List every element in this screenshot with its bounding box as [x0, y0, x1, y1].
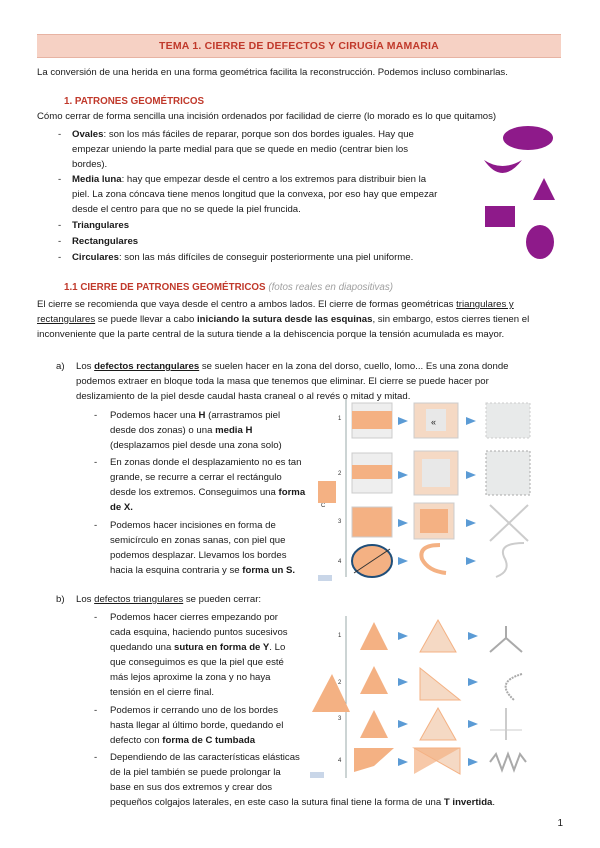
arrow [466, 519, 476, 527]
dash: - [58, 252, 62, 263]
title-bar [37, 34, 561, 58]
item-b-b2-line2: hasta llegar al último borde, quedando el [110, 720, 284, 731]
row-number: 4 [338, 559, 342, 565]
item-a-b3-line4: hacia la esquina contraria y se forma un S. [110, 565, 296, 576]
item-b-b1-line2: cada esquina, haciendo puntos sucesivos [110, 627, 288, 638]
item-a-b1-line1: Podemos hacer una H (arrastramos piel [110, 410, 281, 421]
arrow [468, 632, 478, 640]
arrow [398, 417, 408, 425]
triangulares-item: Triangulares [72, 220, 130, 231]
media-line3: desde el centro para que no se quede la piel fruncida. [72, 204, 301, 215]
media-line2: piel. La zona cóncava tiene menos longitud que la convexa, por eso hay que empezar [72, 189, 438, 200]
circulares-item: Circulares: son las más difíciles de conseguir posteriormente una piel uniforme. [72, 252, 414, 263]
arrow [398, 557, 408, 565]
item-b-line1: Los defectos triangulares se pueden cerrar: [76, 594, 262, 605]
item-b-b1-line6: tensión en el cierre final. [110, 687, 214, 698]
intro-text: La conversión de una herida en una forma geométrica facilita la reconstrucción. Podemos incluso combinarlas. [37, 67, 508, 78]
dash: - [94, 410, 98, 421]
row-number: 2 [338, 680, 342, 686]
media-line1: Media luna: hay que empezar desde el centro a los extremos para distribuir bien la [72, 174, 427, 185]
row-number: 3 [338, 519, 342, 525]
item-a-b3-line3: podemos desplazar. Llevamos los bordes [110, 550, 287, 561]
dash: - [58, 174, 62, 185]
triangle-shape [533, 178, 555, 200]
item-b-b3-line4: pequeños colgajos laterales, en este caso la sutura final tiene la forma de una T invertida. [110, 797, 496, 808]
row-number: 4 [338, 758, 342, 764]
item-a-b2-line2: grande, se recurre a cerrar el rectángulo [110, 472, 282, 483]
item-b-b1-line1: Podemos hacer cierres empezando por [110, 612, 278, 623]
dash: - [58, 220, 62, 231]
side-letter: C [321, 503, 326, 509]
row-number: 1 [338, 633, 342, 639]
ovales-line2: empezar uniendo la parte medial para que se quede en medio (centrar bien los [72, 144, 408, 155]
arrow [468, 758, 478, 766]
dash: - [94, 705, 98, 716]
arrow [466, 557, 476, 565]
section1-heading: 1. PATRONES GEOMÉTRICOS [64, 96, 205, 107]
dash: - [94, 612, 98, 623]
item-a-b3-line2: semicírculo en zonas sanas, con piel que [110, 535, 286, 546]
arrow [398, 471, 408, 479]
item-a-label: a) [56, 361, 65, 372]
row-number: 3 [338, 716, 342, 722]
row-number: 1 [338, 416, 342, 422]
item-b-b1-line4: que conseguimos es que la piel que esté [110, 657, 284, 668]
geometric-shapes-figure [480, 124, 565, 269]
rectangle-shape [485, 206, 515, 227]
item-a-b2-line3: desde los extremos. Conseguimos una forma [110, 487, 306, 498]
item-a-line3: deslizamiento de la piel desde caudal hasta craneal o al revés o mitad y mitad. [76, 391, 411, 402]
page-title: TEMA 1. CIERRE DE DEFECTOS Y CIRUGÍA MAMARIA [159, 40, 439, 52]
rectangulares-item: Rectangulares [72, 236, 139, 247]
arrow [468, 678, 478, 686]
arrow [398, 758, 408, 766]
item-b-b3-line3: base en sus dos extremos y crear dos [110, 782, 273, 793]
arrow [398, 519, 408, 527]
arrow [398, 678, 408, 686]
item-a-line1: Los defectos rectangulares se suelen hacer en la zona del dorso, cuello, lomo... Es una zona donde [76, 361, 509, 372]
item-a-b2-line1: En zonas donde el desplazamiento no es tan [110, 457, 302, 468]
arrow [468, 720, 478, 728]
item-a-b2-line4: de X. [110, 502, 133, 513]
half-moon-shape [484, 160, 522, 173]
section1-lead: Cómo cerrar de forma sencilla una incisión ordenados por facilidad de cierre (lo morado es lo que quitamos) [37, 111, 497, 122]
item-b-b3-line2: de la piel también se puede prolongar la [110, 767, 281, 778]
item-b-b2-line3: defecto con forma de C tumbada [110, 735, 256, 746]
oval-shape [503, 126, 553, 150]
arrow [398, 632, 408, 640]
item-a-b3-line1: Podemos hacer incisiones en forma de [110, 520, 276, 531]
item-b-b2-line1: Podemos ir cerrando uno de los bordes [110, 705, 278, 716]
arrow [466, 417, 476, 425]
row-number: 2 [338, 471, 342, 477]
svg-text:«: « [431, 417, 437, 427]
section11-heading: 1.1 CIERRE DE PATRONES GEOMÉTRICOS (fotos reales en diapositivas) [64, 282, 394, 293]
dash: - [94, 520, 98, 531]
page-number: 1 [557, 818, 563, 829]
large-triangle [312, 674, 350, 712]
dash: - [94, 752, 98, 763]
ovales-line1: Ovales: son los más fáciles de reparar, porque son dos bordes iguales. Hay que [72, 129, 414, 140]
section11-p1-line2: rectangulares se puede llevar a cabo iniciando la sutura desde las esquinas, sin embargo, estos cierres tienen el [37, 314, 530, 325]
section11-p1-line1: El cierre se recomienda que vaya desde el centro a ambos lados. El cierre de formas geométricas triangulares y [37, 299, 514, 310]
arrow [398, 720, 408, 728]
item-a-b1-line2: desde dos zonas) o una media H [110, 425, 253, 436]
dash: - [58, 236, 62, 247]
section11-p1-line3: inconveniente que la parte central de la sutura tiende a la dehiscencia porque la tensión acumulada es mayor. [37, 329, 505, 340]
dash: - [58, 129, 62, 140]
item-b-b3-line1: Dependiendo de las características elásticas [110, 752, 300, 763]
circle-shape [526, 225, 554, 259]
rectangular-closure-figure [318, 395, 566, 585]
item-a-line2: podemos extraer en bloque toda la masa que tenemos que eliminar. El cierre se puede hacer por [76, 376, 489, 387]
dash: - [94, 457, 98, 468]
item-b-label: b) [56, 594, 65, 605]
item-b-b1-line3: quedando una sutura en forma de Y. Lo [110, 642, 286, 653]
arrow [466, 471, 476, 479]
ovales-line3: bordes). [72, 159, 108, 170]
item-b-b1-line5: más lejos aproxime la zona y no haya [110, 672, 271, 683]
item-a-b1-line3: (desplazamos piel desde una zona solo) [110, 440, 282, 451]
triangular-closure-figure [310, 612, 566, 784]
